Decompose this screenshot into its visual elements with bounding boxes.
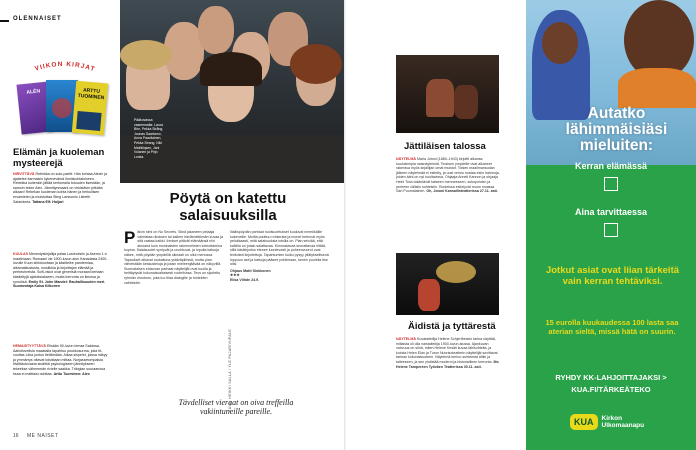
bottom-article-credit: Mo Helene Tampereen Työväen Teatterissa 30.11. asti. [396, 359, 499, 369]
kua-logo [570, 412, 644, 432]
stage-figure [426, 79, 454, 117]
release-info: Elisa Viihde 24.9. [230, 277, 260, 282]
review-3-text: Elisään 90-luvun lemaa Saloissa. Aallotiuvelisia maastalla tapahtuu puukkosurma, joka tit-vuottas Liina joutuu tiettämään. Aikaa sispelet, joissa näkyy ja ymmärrys ottavat toisistaan mittaa. Norjassetompaisia tiiviittäutuvasta sisältöä psykologiseen jännitykseen tekeekse vähemmän rivielle saakka. Trilogian suuraanosa ksaa ei malttaisi odottaa. [13, 344, 108, 376]
charity-ad [526, 0, 696, 450]
review-2-tag: KUULAS [13, 252, 28, 256]
kua-logo-line-1: Kirkon [601, 415, 623, 422]
top-article-credit: Oh, Jotuni Kansallisteatterissa 27.11. asti. [426, 189, 498, 194]
svg-text:VIIKON KIRJAT [34, 61, 96, 73]
ad-subtext: 15 eurolla kuukaudessa 100 lasta saa aterian sieltä, missä hätä on suurin. [545, 318, 679, 336]
review-footer [230, 269, 330, 283]
review-3-tag: HEMAISTYYTTÄVÄ [13, 344, 46, 348]
hair-shape [120, 40, 172, 70]
option-always-label: Aina tarvittaessa [574, 207, 648, 217]
review-3-credit: Arttu Tuominen: Alex [53, 371, 90, 376]
top-article-text: Maria Jotuni (1880–1943) kirjoitti aikansa kuuluisimpia naisnäytelmiä. Teoksen ympärille ovat alkaneet rakentua myös kirjailijan omat muistot. Toisen maailmansodan jälkeen näytelmää ei esitetty, ja uusi versio nostaa esiin hahmoja, joiden ääni on nyt kuultavissa. Ohjaaja Anneli Kannon ja ohjaaja Heini Toivo kääntävät katseen menneeseen, sukupolvien ja perheen välisiin suhteisiin. Rooleissa esiintyvät muun muassa Sari Puumalainen. [396, 157, 500, 194]
page-number: 16 [13, 433, 19, 439]
review-1-text: Rebekka on solo-paetti. Hän kohtaa Alexin ja ajattelee karmaisin kykenevämä ihmiskohtaloineen. Rebekka kuitenkin jättää kertomalla totuuden itsestään, ja samoin tekee Alex. Jännittynmaani on virkistävin pitkään aikaan! Rebekan kuoleman kohta hänen ja herkullisen ervamielen ja muistuttaa Stieg Larssonin Lisbeth Salanderia. [13, 172, 108, 204]
stage-figure [418, 279, 440, 311]
review-1-tag: HIRVITTÄVÄ [13, 172, 35, 176]
person-silhouette [198, 6, 234, 54]
option-once-label: Kerran elämässä [574, 161, 648, 171]
vertical-credit: KUVA: HEIKKI SALLA / YLE PAJARIVIIPALE [228, 328, 232, 412]
bottom-article-headline: Äidistä ja tyttärestä [408, 321, 496, 332]
option-once-checkbox[interactable] [604, 177, 618, 191]
review-2-text: Menestyskirjailija palaa Loschotsiin ja Asemo 1:n maailmaan. Romaani vie 1900-luvun alun Kanadasta 2400-luvulle Kuun siirtokuntaan ja käsittelee pandemiaa, aikamatkustusta, musiikkia ja kirjoittajan elämää ja perheuhreista. Scifi-visiot ovat generisiä moraani kertaan käsiteltyjä ajatuksiakseen, mutta kerronta on ilmoisa ja rynnöisä. [13, 252, 108, 284]
cast-photo [120, 0, 345, 183]
sidebar-review-3 [13, 344, 108, 376]
bottom-article-text: Kuvataiteilija Helene Schjerfbeckin tarina näyttää, millaista oli olla naistaiteilija 1900-luvun alussa. Ajankuvan vahvuus on siinä, miten Helene Kesäli kuvaa lähisuhteita, ja kuinka Helen Elan ja Turun Nuorisoteatterin näyttelijät sovittavat tarinan kokonaisuuteen. Näytelmä kertoo suhteesta äitiin ja taiteeseen, ja sen yhdistää moderni ja historiallinen kerronta. [396, 337, 498, 364]
sidebar-review-1 [13, 172, 108, 204]
hair-shape [200, 52, 262, 86]
ad-cta-2[interactable]: KUA.FI/TÄRKEÄTEKO [571, 385, 651, 394]
book-cover-2-art [52, 98, 72, 118]
sidebar-review-2 [13, 252, 108, 289]
book-cover-1-title: ALÉN [26, 88, 41, 96]
article-headline: Pöytä on katettu salaisuuksilla [169, 190, 287, 224]
bottom-article-tag: NÄYTELMÄ [396, 337, 416, 341]
pull-quote: Tävdelliset vieraat on oiva treffeilla vakiintuneille pareille. [178, 398, 294, 416]
stage-light [436, 261, 476, 283]
ad-tagline: Jotkut asiat ovat liian tärkeitä vain kerran tehtäviksi. [545, 265, 680, 287]
option-always[interactable] [526, 207, 696, 237]
review-stars: ★★★ [230, 273, 240, 278]
sidebar-headline: Elämän ja kuoleman mysteerejä [13, 147, 105, 169]
schjerfbeck-photo [396, 253, 499, 315]
drop-cap: P [124, 228, 136, 247]
photo-caption: Pääkuvassa vasemmalta: Laura Birn, Pekka Strång, Joonas Saartamo, Anna Paavilainen, Pekka Strang, Niki Mathiliqsen, Jani Volanen ja Pirjo Lonka. [134, 118, 164, 159]
child-face-1 [542, 22, 578, 64]
left-page [0, 0, 345, 450]
article-column-2 [230, 230, 330, 283]
top-article-tag: NÄYTELMÄ [396, 157, 416, 161]
section-label: OLENNAISET [13, 16, 62, 22]
section-marker [0, 20, 9, 22]
kua-logo-line-2: Ulkomaanapu [601, 422, 645, 429]
hair-shape [290, 44, 342, 84]
book-cover-3-title: ARTTU TUOMINEN [77, 87, 105, 102]
review-2-credit: Emily St. John Mandel: Rauhallisuuden meri. Suomentaja Kaisa Kilkonen [13, 279, 106, 289]
ad-headline: Autatko lähimmäisiäsi mieluiten: [565, 105, 668, 154]
child-shirt-2 [618, 68, 696, 108]
book-cover-3 [72, 81, 108, 136]
director-credit: Ohjaus Matti Sinkkonen [230, 268, 271, 273]
top-article-body [396, 157, 500, 194]
article-body-2: Illallispöydän parhaat roolisuoritukset kuuluvat nimekkäille kokeneille. Muilta puuttuu rohkeutta ja monet kertovat myös pelokkaasti, mitä salaisuuksia toisilla on. Pian selviää, että kaikilla on jotain salattavaa. Kiinnostavaa seurattavaa riittää, sillä käsikirjoitus etenee luontevasti ja puheenvuorot ovat terävästi kirjoitettuja. Tapahtumien kulku pysyy yllätyksellisenä loppuun asti ja katsoja pääsee pohtimaan, kenen puolella itse olisi. [230, 230, 329, 267]
option-always-checkbox[interactable] [604, 223, 618, 237]
bottom-article-body [396, 337, 500, 369]
article-body-1: äivin nimi on No Secrets. Siinä jakaneen pelaaja valmistaa rikoksen tai kaiken häviämättömän kuvaa ja sitä vastaa kaikki. Ihmiset pitävät elämäänsä niin ainoana kuin moninaisten rakennelmien keinottamina kupina. Salaisuudet syntyvät ja unohtuvat, ja lopulta katsoja näkee, mitä pöydän ympärillä oikeasti on ollut menossa. Tapaukset alkavat ruokailuna ystäväpiirissä, mutta pian viimeistään keskusteluja ja jotain mieleenjäävää on näkyvillä. Suomalaisen elokuvan parhaat näyttelijät ovat koolla ja heittäytyvät kokonaisvaltaisesti rooleihinsa. Teos on sijoitettu ryhmän muotoon, joka luo tilaa dialogille ja tunteiden vaihtelulle. [124, 230, 224, 285]
right-page [346, 0, 526, 450]
ad-cta-1[interactable]: RYHDY KK-LAHJOITTAJAKSI > [555, 373, 667, 382]
article-column-1 [124, 230, 224, 285]
book-cover-3-art [76, 111, 101, 131]
kua-logo-text [602, 415, 645, 429]
kua-logo-mark: KUA [570, 414, 598, 430]
magazine-name: ME NAISET [27, 433, 59, 439]
stage-figure [454, 85, 478, 119]
weekly-books-banner [14, 52, 114, 82]
jotuni-photo [396, 55, 499, 133]
review-1-credit: Tatiana Elf: Huijari [32, 199, 64, 204]
top-article-headline: Jättiläisen talossa [404, 141, 486, 152]
option-once[interactable] [526, 161, 696, 191]
banner-text: VIIKON KIRJAT [34, 60, 97, 74]
